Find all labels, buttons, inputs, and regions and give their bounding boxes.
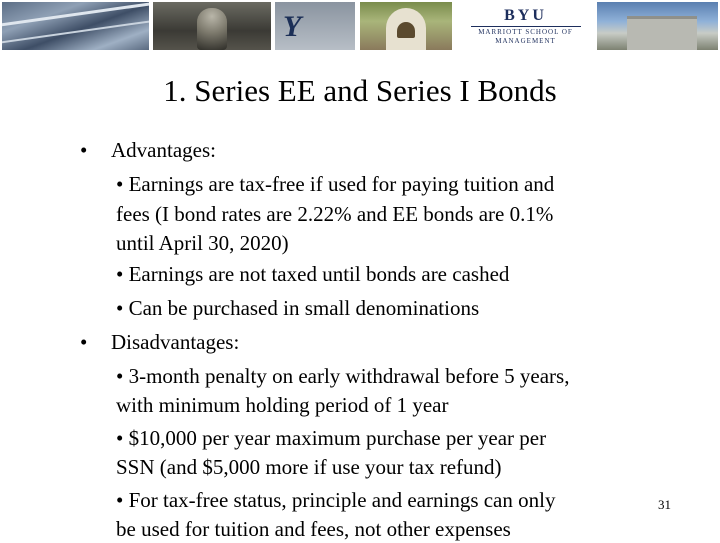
banner-photo-architecture xyxy=(2,2,149,50)
bell-icon xyxy=(397,22,415,38)
statue-shape xyxy=(197,8,227,50)
advantage-line: fees (I bond rates are 2.22% and EE bonds are 0.1% xyxy=(116,202,554,226)
advantage-line: until April 30, 2020) xyxy=(116,231,289,255)
building-shape xyxy=(627,16,697,50)
banner-photo-building xyxy=(597,2,718,50)
page-number: 31 xyxy=(658,497,671,512)
disadvantage-line: be used for tuition and fees, not other expenses xyxy=(116,517,511,541)
advantage-line: • Can be purchased in small denominations xyxy=(116,296,480,320)
y-mark: Y xyxy=(283,10,302,43)
bullet-marker: • xyxy=(80,330,88,354)
advantage-line: • Earnings are not taxed until bonds are cashed xyxy=(116,262,510,286)
section-heading-disadvantages: Disadvantages: xyxy=(111,330,240,354)
advantage-line: • Earnings are tax-free if used for paying tuition and xyxy=(116,172,555,196)
logo-rule xyxy=(471,26,581,27)
section-heading-advantages: Advantages: xyxy=(111,138,216,162)
byu-marriott-logo xyxy=(458,2,593,50)
disadvantage-line: with minimum holding period of 1 year xyxy=(116,393,449,417)
disadvantage-line: • 3-month penalty on early withdrawal before 5 years, xyxy=(116,364,570,388)
banner-photo-bell-tower xyxy=(360,2,452,50)
bullet-marker: • xyxy=(80,138,88,162)
logo-subtitle: MARRIOTT SCHOOL OF MANAGEMENT xyxy=(478,28,573,45)
disadvantage-line: • For tax-free status, principle and earnings can only xyxy=(116,488,556,512)
disadvantage-line: SSN (and $5,000 more if use your tax refund) xyxy=(116,455,502,479)
logo-title: BYU xyxy=(504,7,547,24)
slide-title: 1. Series EE and Series I Bonds xyxy=(163,73,557,108)
banner-photo-y-mountain xyxy=(275,2,355,50)
disadvantage-line: • $10,000 per year maximum purchase per year per xyxy=(116,426,547,450)
header-banner xyxy=(0,0,720,52)
banner-photo-statue xyxy=(153,2,271,50)
